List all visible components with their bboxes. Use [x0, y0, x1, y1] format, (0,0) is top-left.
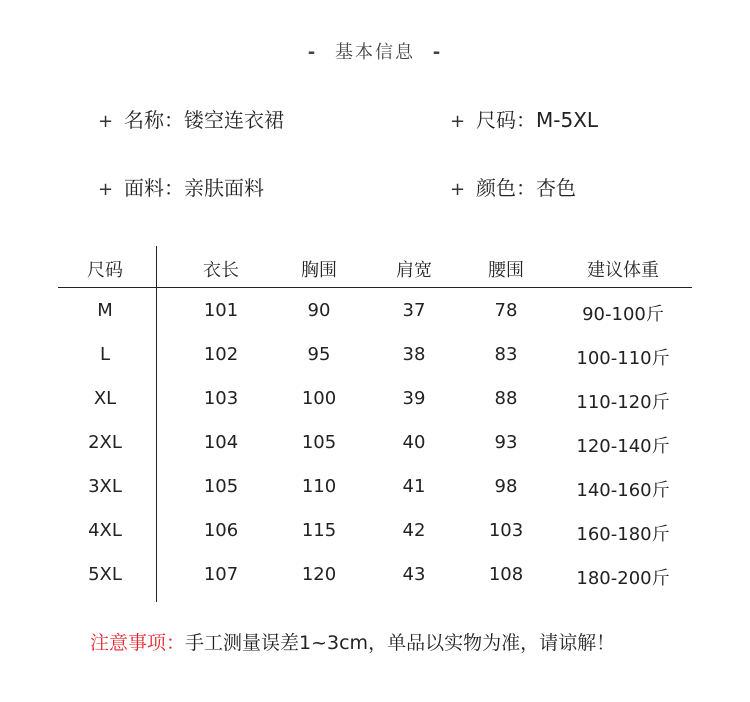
- info-label: 名称：镂空连衣裙: [124, 108, 284, 132]
- plus-icon: +: [450, 179, 466, 200]
- table-cell: 90: [307, 300, 331, 321]
- table-header: 衣长: [203, 260, 239, 281]
- table-cell: 100: [301, 388, 337, 409]
- table-cell: 108: [488, 564, 524, 585]
- table-cell: 90-100斤: [582, 304, 664, 325]
- table-cell: 3XL: [88, 476, 122, 497]
- table-cell: 98: [494, 476, 518, 497]
- info-item-name: [98, 104, 284, 133]
- table-cell: 78: [494, 300, 518, 321]
- title-dash-right: -: [432, 42, 443, 63]
- info-item-size: [450, 104, 598, 133]
- table-cell: 93: [494, 432, 518, 453]
- table-cell: 107: [203, 564, 239, 585]
- table-cell: 105: [301, 432, 337, 453]
- table-header: 胸围: [301, 260, 337, 281]
- table-cell: 105: [203, 476, 239, 497]
- table-cell: 102: [203, 344, 239, 365]
- table-cell: 37: [402, 300, 426, 321]
- info-item-color: [450, 172, 576, 201]
- table-cell: XL: [93, 388, 117, 409]
- plus-icon: +: [98, 111, 114, 132]
- table-cell: 40: [402, 432, 426, 453]
- notice-text: 手工测量误差1~3cm，单品以实物为准，请谅解！: [185, 632, 616, 654]
- table-cell: L: [99, 344, 111, 365]
- table-header: 腰围: [488, 260, 524, 281]
- plus-icon: +: [98, 179, 114, 200]
- size-table: [58, 246, 692, 602]
- table-cell: 110: [301, 476, 337, 497]
- table-cell: 4XL: [88, 520, 122, 541]
- table-cell: 103: [488, 520, 524, 541]
- table-cell: 140-160斤: [576, 480, 670, 501]
- header-divider: [58, 287, 692, 288]
- info-label: 面料：亲肤面料: [124, 176, 264, 200]
- table-cell: 43: [402, 564, 426, 585]
- notice: [90, 628, 615, 655]
- table-cell: 160-180斤: [576, 524, 670, 545]
- info-label: 颜色：杏色: [476, 176, 576, 200]
- table-cell: 103: [203, 388, 239, 409]
- table-cell: 120-140斤: [576, 436, 670, 457]
- table-cell: 38: [402, 344, 426, 365]
- table-header: 尺码: [87, 260, 123, 281]
- table-cell: 106: [203, 520, 239, 541]
- info-label: 尺码：M-5XL: [476, 108, 599, 132]
- table-cell: 2XL: [88, 432, 122, 453]
- table-cell: M: [97, 300, 113, 321]
- plus-icon: +: [450, 111, 466, 132]
- table-header: 建议体重: [587, 260, 659, 281]
- table-cell: 180-200斤: [576, 568, 670, 589]
- title-dash-left: -: [307, 42, 318, 63]
- table-cell: 101: [203, 300, 239, 321]
- table-header: 肩宽: [396, 260, 432, 281]
- table-cell: 104: [203, 432, 239, 453]
- table-cell: 41: [402, 476, 426, 497]
- table-cell: 100-110斤: [576, 348, 670, 369]
- table-cell: 95: [307, 344, 331, 365]
- table-cell: 110-120斤: [576, 392, 670, 413]
- info-item-fabric: [98, 172, 264, 201]
- table-cell: 83: [494, 344, 518, 365]
- table-cell: 42: [402, 520, 426, 541]
- notice-label: 注意事项：: [90, 632, 186, 654]
- title-text: 基本信息: [335, 42, 415, 63]
- table-cell: 5XL: [88, 564, 122, 585]
- section-title: [0, 38, 750, 64]
- table-cell: 115: [301, 520, 337, 541]
- table-cell: 88: [494, 388, 518, 409]
- table-cell: 39: [402, 388, 426, 409]
- table-cell: 120: [301, 564, 337, 585]
